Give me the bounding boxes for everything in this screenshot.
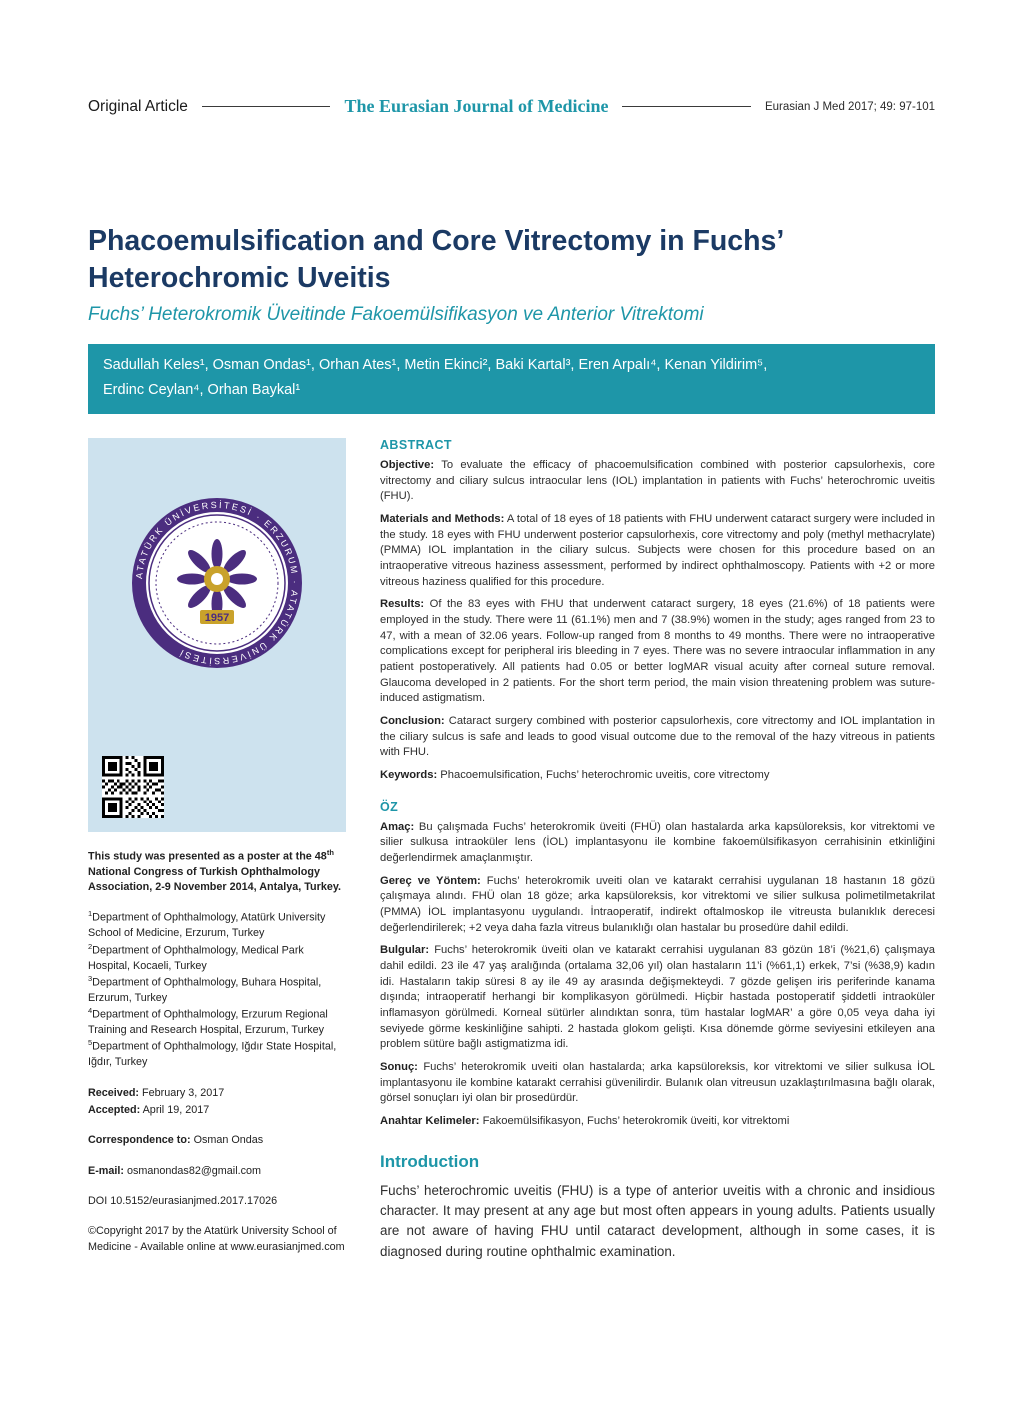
authors-bar — [88, 344, 935, 414]
abstract-methods-label: Materials and Methods: — [380, 512, 505, 525]
sidebar — [88, 438, 346, 1257]
affiliation-number: 2 — [88, 941, 93, 951]
authors-line-2: Erdinc Ceylan⁴, Orhan Baykal¹ — [103, 382, 301, 399]
svg-text:1957: 1957 — [204, 611, 230, 624]
presentation-note-sup: th — [326, 847, 334, 857]
presentation-note-rest: National Congress of Turkish Ophthalmology Association, 2-9 November 2014, Antalya, Turkey. — [88, 865, 342, 894]
abstract-results-text: Of the 83 eyes with FHU that underwent cataract surgery, 18 eyes (21.6%) of 18 patients were employed in the study. There were 11 (61.1%) men and 7 (38.9%) women in the study; ages ranged from 23 to 47, with a mean of 32.06 years. Follow-up ranged from 8 months to 49 months. There were no intraoperative complications except for peripheral iris bleeding in 7 eyes. There was no severe intraocular inflammation in any patient postoperatively. All patients had 0.05 or better logMAR visual acuity after corneal suture removal. Glaucoma developed in 2 patients. For the short term period, the main vision threatening problem was suture-induced astigmatism. — [380, 598, 935, 705]
abstract-conclusion — [380, 714, 935, 761]
abstract-objective-label: Objective: — [380, 458, 435, 471]
doi-block — [88, 1194, 346, 1209]
oz-amac-label: Amaç: — [380, 820, 415, 833]
introduction-section — [380, 1152, 935, 1263]
doi-text: DOI 10.5152/eurasianjmed.2017.17026 — [88, 1194, 278, 1207]
oz-gerec — [380, 874, 935, 937]
dates-block — [88, 1086, 346, 1119]
abstract-results-label: Results: — [380, 598, 425, 611]
oz-bulgular-text: Fuchs’ heterokromik üveiti olan ve katarakt cerrahisi uygulanan 83 gözün 18’i (%21,6) çalışmaya dahil edildi. 23 ile 47 yaş aralığında (ortalama 32,06 yıl) olan hastaların 11’i (%61,1) erkek, 7’si (%38,9) kadın idi. Hastaların takip süresi 8 ay ile 49 ay arasında değişmekteydi. 7 gözde gelişen iris periferinde kanama dışında; intraoperatif herhangi bir komplikasyon görülmedi. Hiçbir hastada postoperatif şiddetli intraoküler inflamasyon görülmedi. Korneal sütürler alındıktan sonra, tüm hastalar logMAR’ a göre 0,05 veya daha iyi seviyede görme keskinliğine sahipti. 2 hastada glokom gelişti. Kısa dönemde görme seviyesini etkileyen ana problem sütüre bağlı astigmatizma idi. — [380, 944, 935, 1051]
keywords — [380, 768, 935, 784]
oz-gerec-label: Gereç ve Yöntem: — [380, 874, 481, 887]
abstract-methods-text: A total of 18 eyes of 18 patients with FHU underwent cataract surgery were included in the study. 18 eyes with FHU underwent posterior capsulorhexis, core vitrectomy and poly (methyl methacrylate) (PMMA) IOL implantation in the ciliary sulcus. Subjects were chosen for this procedure based on an intraoperative vitreous haziness assessment, performed by indirect ophthalmoscopy. Patients with +2 or more vitreous haziness qualified for this procedure. — [380, 512, 935, 588]
abstract-objective — [380, 458, 935, 505]
affiliation-item — [88, 942, 346, 974]
accepted-value: April 19, 2017 — [140, 1104, 210, 1116]
keywords-label: Keywords: — [380, 768, 438, 781]
email — [88, 1164, 346, 1179]
abstract-conclusion-text: Cataract surgery combined with posterior capsulorhexis, core vitrectomy and IOL implantation in the ciliary sulcus is safe and leads to good visual outcome due to the removal of the hazy vitreous in patients with FHU. — [380, 714, 935, 759]
affiliation-text: Department of Ophthalmology, Atatürk University School of Medicine, Erzurum, Turkey — [88, 912, 326, 940]
presentation-note — [88, 848, 346, 896]
journal-title: The Eurasian Journal of Medicine — [344, 96, 609, 116]
introduction-paragraph: Fuchs’ heterochromic uveitis (FHU) is a type of anterior uveitis with a chronic and insidious character. It may present at any age but most often appears in young adults. Patients usually are not aware of having FHU until cataract development, although in some cases, it is diagnosed during routine ophthalmic examination. — [380, 1182, 935, 1259]
affiliation-text: Department of Ophthalmology, Buhara Hospital, Erzurum, Turkey — [88, 976, 322, 1004]
affiliation-number: 1 — [88, 909, 93, 919]
oz-amac — [380, 820, 935, 867]
affiliations-list — [88, 909, 346, 1070]
journal-page — [0, 96, 1020, 1262]
anahtar-kelimeler-text: Fakoemülsifikasyon, Fuchs’ heterokromik üveiti, kor vitrektomi — [479, 1115, 790, 1128]
article-type-label: Original Article — [88, 97, 188, 115]
affiliation-item — [88, 1006, 346, 1038]
received-label: Received: — [88, 1086, 140, 1099]
abstract-heading: ABSTRACT — [380, 437, 452, 452]
header-rule-left — [202, 106, 331, 107]
correspondence-value: Osman Ondas — [190, 1134, 264, 1147]
presentation-note-text: This study was presented as a poster at the 48 — [88, 850, 327, 863]
oz-bulgular-label: Bulgular: — [380, 944, 430, 957]
citation-text: Eurasian J Med 2017; 49: 97-101 — [764, 100, 936, 113]
affiliation-text: Department of Ophthalmology, Iğdır State Hospital, Iğdır, Turkey — [88, 1041, 337, 1069]
header-rule-right — [622, 106, 751, 107]
page-header — [88, 96, 935, 117]
introduction-heading: Introduction — [380, 1151, 480, 1171]
anahtar-kelimeler-label: Anahtar Kelimeler: — [380, 1115, 480, 1128]
email-block — [88, 1164, 346, 1179]
affiliation-item — [88, 974, 346, 1006]
copyright-block — [88, 1224, 346, 1255]
affiliation-item — [88, 909, 346, 941]
affiliation-text: Department of Ophthalmology, Erzurum Regional Training and Research Hospital, Erzurum, Turkey — [88, 1008, 328, 1037]
seal-ornament — [177, 539, 257, 619]
oz-sonuc — [380, 1060, 935, 1107]
affiliation-number: 3 — [88, 973, 93, 983]
oz-heading: ÖZ — [380, 799, 399, 814]
oz-bulgular — [380, 943, 935, 1053]
article-title: Phacoemulsification and Core Vitrectomy in Fuchs’ Heterochromic Uveitis — [88, 225, 783, 295]
abstract-objective-text: To evaluate the efficacy of phacoemulsification combined with posterior capsulorhexis, core vitrectomy and ciliary sulcus intraocular lens (IOL) implantation in patients with Fuchs’ heterochromic uveitis (FHU). — [380, 458, 935, 503]
sidebar-logo-box — [88, 438, 346, 832]
correspondence-block — [88, 1133, 346, 1148]
svg-text:ATATÜRK ÜNİVERSİTESİ · ERZURUM: ATATÜRK ÜNİVERSİTESİ · ERZURUM · ATATÜRK ÜNİVERSİTESİ — [134, 499, 301, 666]
abstract-results — [380, 597, 935, 707]
affiliation-item — [88, 1038, 346, 1070]
received-value: February 3, 2017 — [139, 1086, 225, 1099]
affiliation-number: 4 — [88, 1006, 93, 1016]
abstract-methods — [380, 512, 935, 590]
article-title-turkish: Fuchs’ Heterokromik Üveitinde Fakoemülsifikasyon ve Anterior Vitrektomi — [88, 304, 704, 326]
authors-line-1: Sadullah Keles¹, Osman Ondas¹, Orhan Ates¹, Metin Ekinci², Baki Kartal³, Eren Arpalı⁴, Kenan Yildirim⁵, — [103, 357, 768, 374]
accepted-label: Accepted: — [88, 1104, 141, 1116]
accepted-date — [88, 1103, 346, 1118]
abstract-section — [380, 438, 935, 784]
affiliation-number: 5 — [88, 1038, 93, 1048]
qr-code-icon — [102, 756, 164, 818]
university-seal-icon — [132, 498, 302, 668]
correspondence-label: Correspondence to: — [88, 1134, 191, 1147]
copyright-text: ©Copyright 2017 by the Atatürk University School of Medicine - Available online at www.eurasianjmed.com — [88, 1225, 345, 1253]
email-value[interactable]: osmanondas82@gmail.com — [124, 1164, 261, 1177]
anahtar-kelimeler — [380, 1114, 935, 1130]
oz-sonuc-label: Sonuç: — [380, 1061, 418, 1074]
received-date — [88, 1086, 346, 1101]
oz-section — [380, 800, 935, 1130]
oz-amac-text: Bu çalışmada Fuchs’ heterokromik üveiti (FHÜ) olan hastalarda arka kapsüloreksis, kor vitrektomi ve silier sulkusa intraoküler lens (İOL) implantasyonu ile kombine fakoemülsifikasyon cerrahisinin etkinliğini değerlendirmek amaçlanmıştır. — [380, 820, 935, 864]
affiliation-text: Department of Ophthalmology, Medical Park Hospital, Kocaeli, Turkey — [88, 944, 304, 972]
correspondence — [88, 1133, 346, 1148]
oz-sonuc-text: Fuchs’ heterokromik uveiti olan hastalarda; arka kapsüloreksis, kor vitrektomi ve silier sulkusa İOL implantasyonu ile kombine katarakt cerrahisi güvenilirdir. Bulanık olan vitreusun uzaklaştırılmasına bağlı olarak, görsel sonuçları iyi olan bir prosedürdür. — [380, 1061, 935, 1105]
main-content — [380, 438, 935, 1262]
email-label: E-mail: — [88, 1164, 124, 1177]
abstract-conclusion-label: Conclusion: — [380, 714, 445, 727]
oz-gerec-text: Fuchs’ heterokromik uveiti olan ve katarakt cerrahisi uygulanan 18 hastanın 18 gözü çalışmaya alındı. FHÜ olan 18 göze; arka kapsüloreksis, kor vitrektomi ve silier sulkusa polimetilmetakrilat (PMMA) İOL implantasyonu uygulandı. İntraoperatif, indirekt oftalmoskop ile vitreusta bulanıklık derecesi değerlendirilerek; +2 veya daha fazla vitreus bulanıklığı olan hastalar bu prosedüre dahil edildi. — [380, 874, 935, 934]
content-columns — [88, 438, 935, 1262]
keywords-text: Phacoemulsification, Fuchs’ heterochromic uveitis, core vitrectomy — [437, 768, 770, 781]
